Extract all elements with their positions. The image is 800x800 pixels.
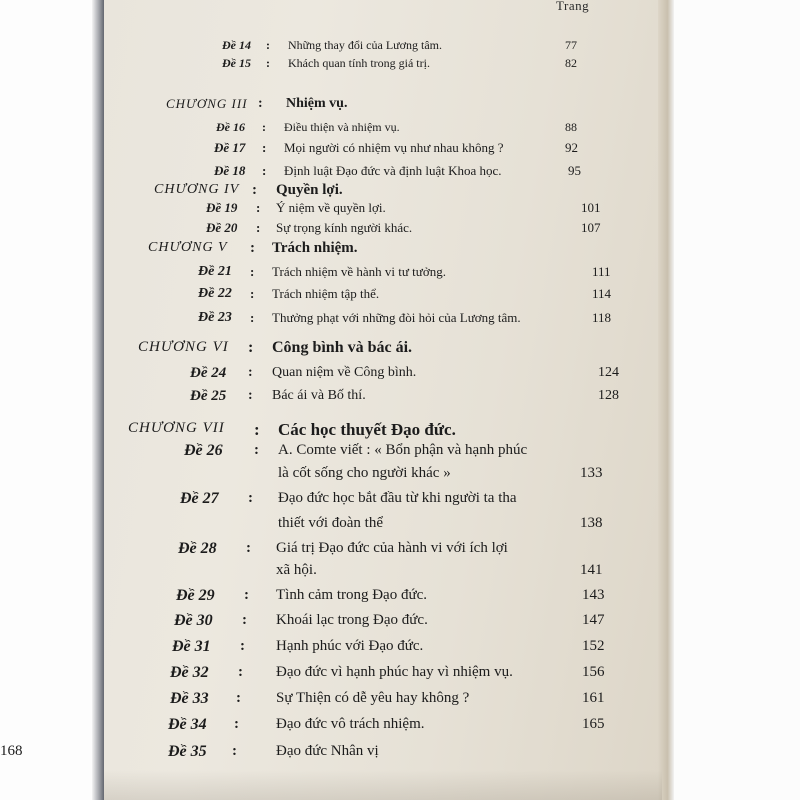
topic-title: Mọi người có nhiệm vụ như nhau không ? <box>284 140 504 155</box>
chapter-label: CHƯƠNG V <box>148 240 228 255</box>
page-number: 77 <box>565 38 577 52</box>
topic-title: Hạnh phúc với Đạo đức. <box>276 638 424 654</box>
topic-title: Đạo đức vì hạnh phúc hay vì nhiệm vụ. <box>276 664 513 680</box>
topic-number: Đề 14 <box>222 38 251 52</box>
chapter-label: CHƯƠNG VI <box>138 339 229 355</box>
topic-title: là cốt sống cho người khác » <box>278 465 451 481</box>
separator-colon: : <box>248 490 253 506</box>
topic-title: A. Comte viết : « Bổn phận và hạnh phúc <box>278 442 528 458</box>
topic-title: Đạo đức Nhân vị <box>276 743 379 759</box>
toc-entry <box>0 465 660 487</box>
page-number: 124 <box>598 365 619 380</box>
chapter-label: CHƯƠNG III <box>166 96 248 111</box>
topic-title: Đạo đức học bắt đầu từ khi người ta tha <box>278 490 517 506</box>
topic-number: Đề 18 <box>214 163 246 178</box>
toc-entry <box>0 587 660 609</box>
separator-colon: : <box>240 638 245 654</box>
topic-number: Đề 19 <box>206 200 238 215</box>
separator-colon: : <box>248 365 253 380</box>
separator-colon: : <box>244 587 249 603</box>
toc-entry <box>0 140 660 162</box>
topic-number: Đề 34 <box>168 716 207 733</box>
page-number: 161 <box>582 690 605 706</box>
page-number: 141 <box>580 562 603 578</box>
topic-number: Đề 20 <box>206 220 238 235</box>
page-number: 101 <box>581 200 601 215</box>
toc-entry <box>0 638 660 660</box>
page-number: 95 <box>568 163 581 178</box>
toc-entry <box>0 664 660 686</box>
topic-title: Những thay đổi của Lương tâm. <box>288 38 442 52</box>
page-number: 118 <box>592 310 612 325</box>
toc-entry <box>0 442 660 464</box>
page-number: 82 <box>565 56 577 70</box>
page-edge <box>658 0 674 800</box>
topic-number: Đề 35 <box>168 743 207 760</box>
chapter-label: CHƯƠNG IV <box>154 182 240 197</box>
topic-title: xã hội. <box>276 562 317 578</box>
separator-colon: : <box>252 182 257 198</box>
topic-title: Sự Thiện có dễ yêu hay không ? <box>276 690 470 706</box>
topic-title: Sự trọng kính người khác. <box>276 220 413 235</box>
toc-entry <box>0 310 660 332</box>
topic-number: Đề 22 <box>198 286 232 301</box>
separator-colon: : <box>242 612 247 628</box>
chapter-heading <box>0 240 660 262</box>
topic-title: Khách quan tính trong giá trị. <box>288 56 430 70</box>
separator-colon: : <box>262 163 267 178</box>
topic-title: Khoái lạc trong Đạo đức. <box>276 612 428 628</box>
toc-entry <box>0 286 660 308</box>
topic-number: Đề 31 <box>172 638 211 655</box>
topic-number: Đề 32 <box>170 664 209 681</box>
topic-title: Trách nhiệm tập thể. <box>272 286 380 301</box>
separator-colon: : <box>250 310 255 325</box>
topic-title: Giá trị Đạo đức của hành vi với ích lợi <box>276 540 508 556</box>
page-number: 156 <box>582 664 605 680</box>
separator-colon: : <box>254 442 259 458</box>
topic-number: Đề 26 <box>184 442 223 459</box>
separator-colon: : <box>236 690 241 706</box>
separator-colon: : <box>256 220 261 235</box>
separator-colon: : <box>246 540 251 556</box>
toc-entry <box>0 365 660 387</box>
toc-entry <box>0 220 660 242</box>
separator-colon: : <box>262 140 267 155</box>
topic-number: Đề 23 <box>198 310 232 325</box>
separator-colon: : <box>248 388 253 403</box>
page-number: 114 <box>592 286 612 301</box>
separator-colon: : <box>250 240 255 256</box>
separator-colon: : <box>250 286 255 301</box>
topic-number: Đề 17 <box>214 140 246 155</box>
topic-title: Đạo đức vô trách nhiệm. <box>276 716 425 732</box>
topic-title: Thưởng phạt với những đòi hỏi của Lương tâm. <box>272 310 521 325</box>
page-number: 147 <box>582 612 605 628</box>
topic-number: Đề 25 <box>190 388 227 404</box>
separator-colon: : <box>250 264 255 279</box>
topic-number: Đề 15 <box>222 56 251 70</box>
separator-colon: : <box>266 56 270 70</box>
page-number: 111 <box>592 264 611 279</box>
toc-entry <box>0 612 660 634</box>
background-right <box>668 0 800 800</box>
topic-number: Đề 33 <box>170 690 209 707</box>
separator-colon: : <box>262 120 266 134</box>
topic-title: Điều thiện và nhiệm vụ. <box>284 120 400 134</box>
topic-number: Đề 28 <box>178 540 217 557</box>
topic-number: Đề 29 <box>176 587 215 604</box>
topic-number: Đề 27 <box>180 490 219 507</box>
topic-number: Đề 16 <box>216 120 245 134</box>
toc-entry <box>0 120 660 142</box>
toc-entry <box>0 743 660 765</box>
page-number: 133 <box>580 465 603 481</box>
toc-entry <box>0 200 660 222</box>
separator-colon: : <box>254 420 260 439</box>
chapter-title: Nhiệm vụ. <box>286 96 348 111</box>
chapter-heading <box>0 339 660 361</box>
topic-title: Ý niệm về quyền lợi. <box>276 200 386 215</box>
toc-entry <box>0 264 660 286</box>
page-number: 107 <box>581 220 601 235</box>
separator-colon: : <box>248 339 254 356</box>
topic-number: Đề 30 <box>174 612 213 629</box>
chapter-heading <box>0 96 660 118</box>
topic-number: Đề 24 <box>190 365 227 381</box>
toc-entry <box>0 540 660 562</box>
topic-number: Đề 21 <box>198 264 232 279</box>
page-bottom-shade <box>104 770 662 800</box>
toc-entry <box>0 56 660 78</box>
topic-title: Định luật Đạo đức và định luật Khoa học. <box>284 163 502 178</box>
page-number: 138 <box>580 515 603 531</box>
chapter-title: Công bình và bác ái. <box>272 339 413 356</box>
topic-title: Tình cảm trong Đạo đức. <box>276 587 428 603</box>
topic-title: thiết với đoàn thể <box>278 515 383 531</box>
page-number: 152 <box>582 638 605 654</box>
page-number-column-header: Trang <box>556 0 590 13</box>
toc-entry <box>0 716 660 738</box>
toc-entry <box>0 562 660 584</box>
topic-title: Trách nhiệm về hành vi tư tưởng. <box>272 264 446 279</box>
toc-entry <box>0 690 660 712</box>
chapter-title: Quyền lợi. <box>276 182 343 198</box>
chapter-title: Trách nhiệm. <box>272 240 358 256</box>
topic-title: Bác ái và Bố thí. <box>272 388 366 403</box>
page-number: 88 <box>565 120 577 134</box>
page-number: 143 <box>582 587 605 603</box>
chapter-heading <box>0 420 660 442</box>
separator-colon: : <box>238 664 243 680</box>
page-number: 168 <box>0 743 23 759</box>
separator-colon: : <box>234 716 239 732</box>
separator-colon: : <box>258 96 263 111</box>
separator-colon: : <box>256 200 261 215</box>
separator-colon: : <box>266 38 270 52</box>
page-number: 92 <box>565 140 578 155</box>
chapter-title: Các học thuyết Đạo đức. <box>278 420 456 439</box>
toc-entry <box>0 490 660 512</box>
chapter-label: CHƯƠNG VII <box>128 420 225 436</box>
page-number: 165 <box>582 716 605 732</box>
toc-entry <box>0 388 660 410</box>
topic-title: Quan niệm về Công bình. <box>272 365 417 380</box>
toc-entry <box>0 515 660 537</box>
separator-colon: : <box>232 743 237 759</box>
page-number: 128 <box>598 388 619 403</box>
